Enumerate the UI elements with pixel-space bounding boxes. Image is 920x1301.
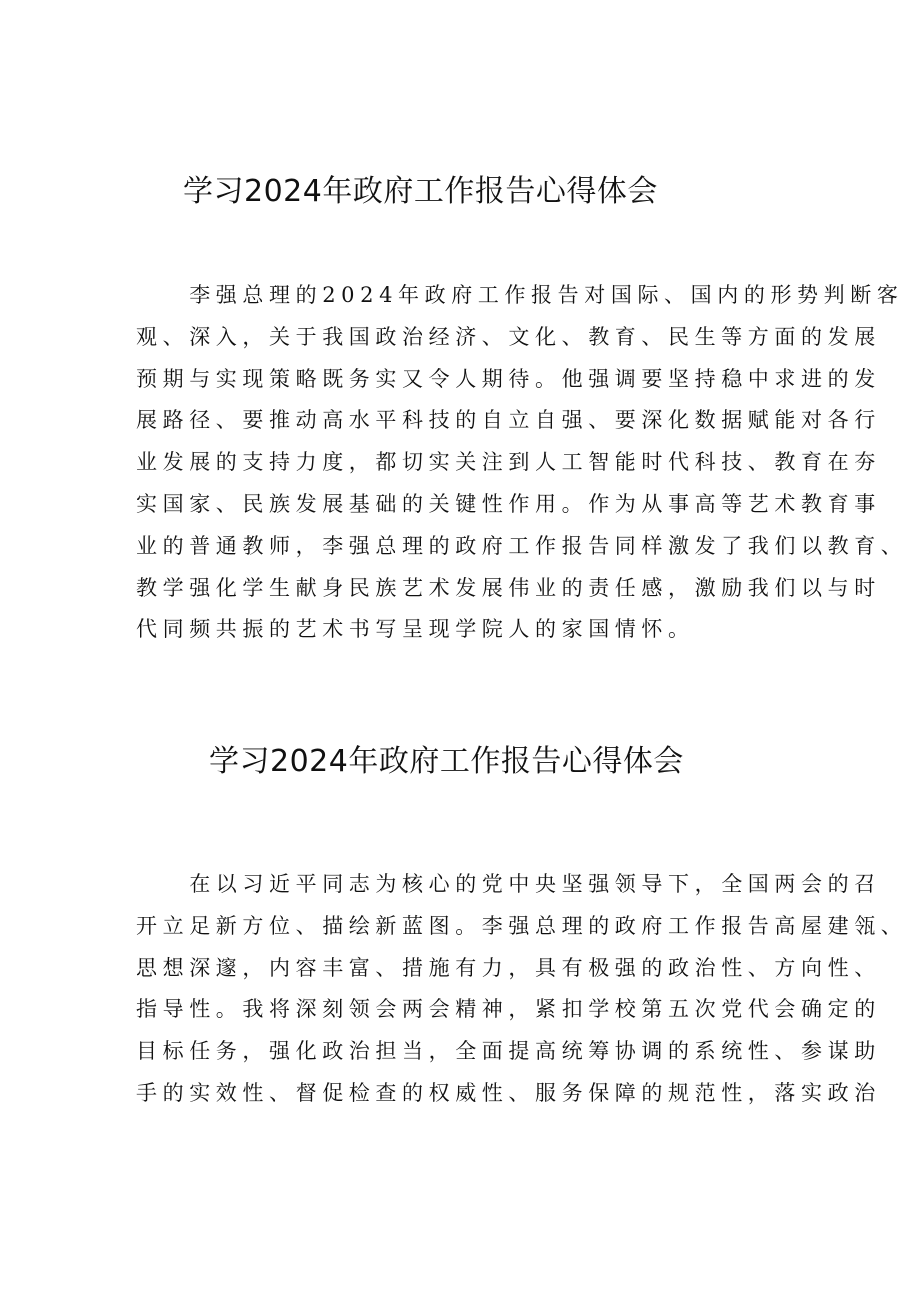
paragraph-line: 思想深邃，内容丰富、措施有力，具有极强的政治性、方向性、 <box>136 955 881 980</box>
paragraph-line: 预期与实现策略既务实又令人期待。他强调要坚持稳中求进的发 <box>136 366 881 391</box>
section-title: 学习2024年政府工作报告心得体会 <box>183 174 658 209</box>
paragraph-line: 李强总理的2024年政府工作报告对国际、国内的形势判断客 <box>136 283 904 307</box>
paragraph-line: 指导性。我将深刻领会两会精神，紧扣学校第五次党代会确定的 <box>136 997 881 1022</box>
section-title: 学习2024年政府工作报告心得体会 <box>209 744 684 779</box>
paragraph-line: 观、深入，关于我国政治经济、文化、教育、民生等方面的发展 <box>136 324 881 349</box>
paragraph-line: 展路径、要推动高水平科技的自立自强、要深化数据赋能对各行 <box>136 408 881 433</box>
paragraph-line: 教学强化学生献身民族艺术发展伟业的责任感，激励我们以与时 <box>136 575 881 600</box>
paragraph-line: 手的实效性、督促检查的权威性、服务保障的规范性，落实政治 <box>136 1080 881 1105</box>
body-paragraph <box>136 864 908 1115</box>
paragraph-line: 开立足新方位、描绘新蓝图。李强总理的政府工作报告高屋建瓴、 <box>136 913 908 938</box>
body-paragraph <box>136 275 908 651</box>
paragraph-line: 业的普通教师，李强总理的政府工作报告同样激发了我们以教育、 <box>136 533 908 558</box>
paragraph-line: 业发展的支持力度，都切实关注到人工智能时代科技、教育在夯 <box>136 450 881 475</box>
paragraph-line: 代同频共振的艺术书写呈现学院人的家国情怀。 <box>136 617 695 642</box>
paragraph-line: 在以习近平同志为核心的党中央坚强领导下，全国两会的召 <box>136 872 881 896</box>
paragraph-line: 实国家、民族发展基础的关键性作用。作为从事高等艺术教育事 <box>136 491 881 516</box>
paragraph-line: 目标任务，强化政治担当，全面提高统筹协调的系统性、参谋助 <box>136 1039 881 1064</box>
